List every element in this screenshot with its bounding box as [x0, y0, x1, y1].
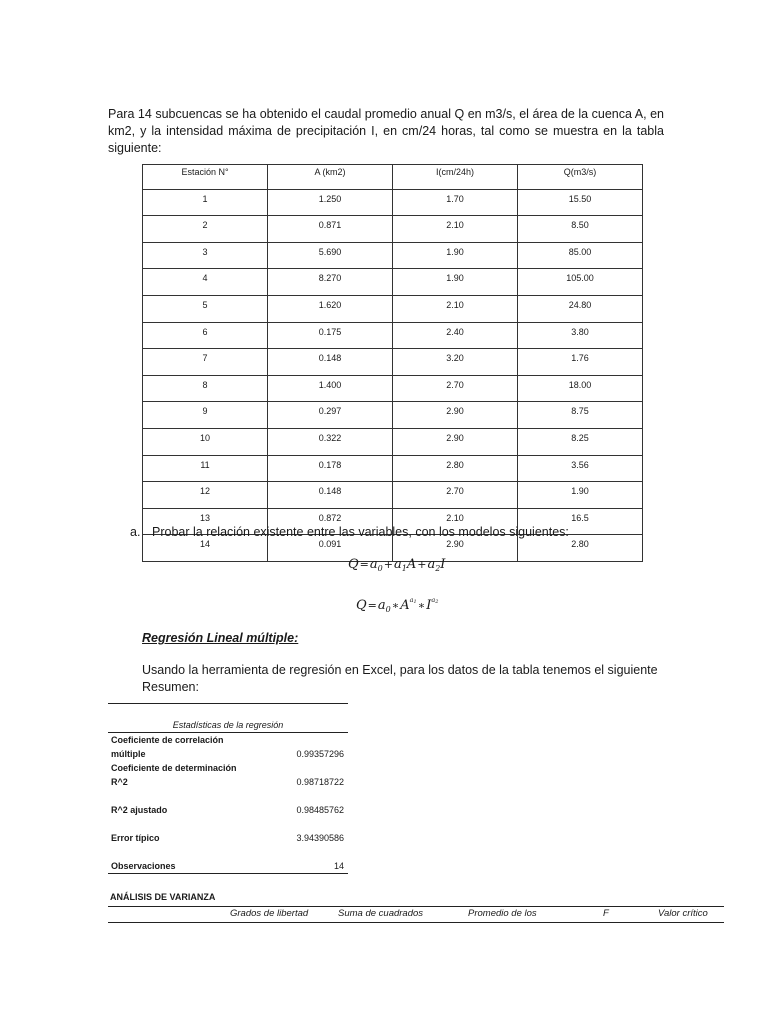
cell-intensity: 1.90 — [393, 269, 518, 296]
stats-label: Error típico — [111, 833, 160, 843]
item-a-text: Probar la relación existente entre las variables, con los modelos siguientes: — [152, 525, 569, 539]
anova-col-f: F — [603, 908, 609, 919]
table-row — [143, 322, 643, 349]
intro-paragraph: Para 14 subcuencas se ha obtenido el caudal promedio anual Q en m3/s, el área de la cuenca A, en km2, y la intensidad máxima de precipitación I, en cm/24 horas, tal como se muestra en la tabla siguiente: — [108, 107, 664, 155]
anova-title: ANÁLISIS DE VARIANZA — [110, 892, 216, 902]
cell-station: 11 — [143, 455, 268, 482]
cell-station: 13 — [143, 508, 268, 535]
col-header-flow: Q(m3/s) — [518, 165, 643, 190]
cell-station: 4 — [143, 269, 268, 296]
cell-flow: 24.80 — [518, 295, 643, 322]
cell-intensity: 2.90 — [393, 402, 518, 429]
cell-area: 1.400 — [268, 375, 393, 402]
cell-intensity: 2.70 — [393, 375, 518, 402]
stats-value: 0.98718722 — [296, 777, 344, 787]
cell-flow: 8.75 — [518, 402, 643, 429]
cell-station: 7 — [143, 349, 268, 376]
cell-flow: 8.25 — [518, 428, 643, 455]
cell-area: 0.871 — [268, 216, 393, 243]
cell-flow: 3.56 — [518, 455, 643, 482]
anova-col-ss: Suma de cuadrados — [338, 908, 424, 919]
cell-flow: 18.00 — [518, 375, 643, 402]
anova-col-ms: Promedio de los — [468, 908, 537, 919]
cell-area: 0.091 — [268, 535, 393, 562]
stats-label: Observaciones — [111, 861, 176, 871]
cell-station: 1 — [143, 189, 268, 216]
stats-value: 0.99357296 — [296, 749, 344, 759]
cell-intensity: 1.90 — [393, 242, 518, 269]
table-row — [143, 482, 643, 509]
stats-value: 0.98485762 — [296, 805, 344, 815]
cell-intensity: 1.70 — [393, 189, 518, 216]
cell-station: 2 — [143, 216, 268, 243]
cell-intensity: 3.20 — [393, 349, 518, 376]
table-row — [143, 375, 643, 402]
cell-area: 5.690 — [268, 242, 393, 269]
equation-power: $Q=a_0∗A^{a_1}∗I^{a_2}$ — [356, 596, 439, 614]
anova-col-critical: Valor crítico — [658, 908, 708, 919]
cell-area: 0.148 — [268, 349, 393, 376]
cell-flow: 2.80 — [518, 535, 643, 562]
regression-paragraph: Usando la herramienta de regresión en Excel, para los datos de la tabla tenemos el siguiente Resumen: — [142, 663, 658, 694]
stats-caption: Estadísticas de la regresión — [172, 720, 284, 730]
cell-area: 0.297 — [268, 402, 393, 429]
cell-station: 14 — [143, 535, 268, 562]
table-header-row — [143, 165, 643, 190]
cell-flow: 3.80 — [518, 322, 643, 349]
item-a — [130, 525, 569, 539]
cell-area: 0.148 — [268, 482, 393, 509]
cell-intensity: 2.70 — [393, 482, 518, 509]
stats-label: Coeficiente de determinación R^2 — [111, 763, 237, 787]
table-row — [143, 269, 643, 296]
table-row — [143, 216, 643, 243]
cell-area: 1.250 — [268, 189, 393, 216]
data-table — [142, 164, 643, 562]
cell-intensity: 2.90 — [393, 535, 518, 562]
anova-header-row — [108, 906, 724, 923]
col-header-station: Estación N° — [143, 165, 268, 190]
cell-area: 0.322 — [268, 428, 393, 455]
stats-value: 14 — [333, 861, 344, 871]
stats-rule-bottom — [108, 873, 348, 874]
cell-flow: 8.50 — [518, 216, 643, 243]
cell-station: 3 — [143, 242, 268, 269]
section-heading: Regresión Lineal múltiple: — [142, 631, 299, 645]
table-row — [143, 242, 643, 269]
cell-area: 0.178 — [268, 455, 393, 482]
equation-linear: $Q=a_0+a_1A+a_2I$ — [348, 557, 446, 573]
cell-station: 9 — [143, 402, 268, 429]
table-row — [143, 189, 643, 216]
stats-row — [108, 761, 348, 789]
cell-flow: 85.00 — [518, 242, 643, 269]
table-row — [143, 349, 643, 376]
table-row — [143, 402, 643, 429]
cell-intensity: 2.90 — [393, 428, 518, 455]
cell-station: 6 — [143, 322, 268, 349]
cell-flow: 1.76 — [518, 349, 643, 376]
table-row — [143, 455, 643, 482]
stats-label: R^2 ajustado — [111, 805, 168, 815]
item-a-marker: a. — [130, 525, 141, 539]
cell-station: 5 — [143, 295, 268, 322]
stats-row — [108, 845, 348, 873]
stats-label: Coeficiente de correlación múltiple — [111, 735, 224, 759]
col-header-area: A (km2) — [268, 165, 393, 190]
cell-intensity: 2.10 — [393, 216, 518, 243]
stats-row — [108, 733, 348, 761]
cell-area: 1.620 — [268, 295, 393, 322]
cell-station: 10 — [143, 428, 268, 455]
cell-station: 12 — [143, 482, 268, 509]
table-body — [143, 189, 643, 561]
cell-flow: 105.00 — [518, 269, 643, 296]
cell-flow: 15.50 — [518, 189, 643, 216]
table-row — [143, 428, 643, 455]
col-header-intensity: I(cm/24h) — [393, 165, 518, 190]
anova-col-df: Grados de libertad — [230, 908, 309, 919]
stats-row — [108, 789, 348, 817]
cell-intensity: 2.40 — [393, 322, 518, 349]
cell-flow: 1.90 — [518, 482, 643, 509]
cell-area: 0.872 — [268, 508, 393, 535]
cell-station: 8 — [143, 375, 268, 402]
regression-stats-table — [108, 703, 348, 874]
cell-intensity: 2.10 — [393, 295, 518, 322]
cell-intensity: 2.10 — [393, 508, 518, 535]
cell-flow: 16.5 — [518, 508, 643, 535]
stats-row — [108, 817, 348, 845]
cell-area: 0.175 — [268, 322, 393, 349]
table-row — [143, 295, 643, 322]
cell-area: 8.270 — [268, 269, 393, 296]
cell-intensity: 2.80 — [393, 455, 518, 482]
stats-value: 3.94390586 — [296, 833, 344, 843]
